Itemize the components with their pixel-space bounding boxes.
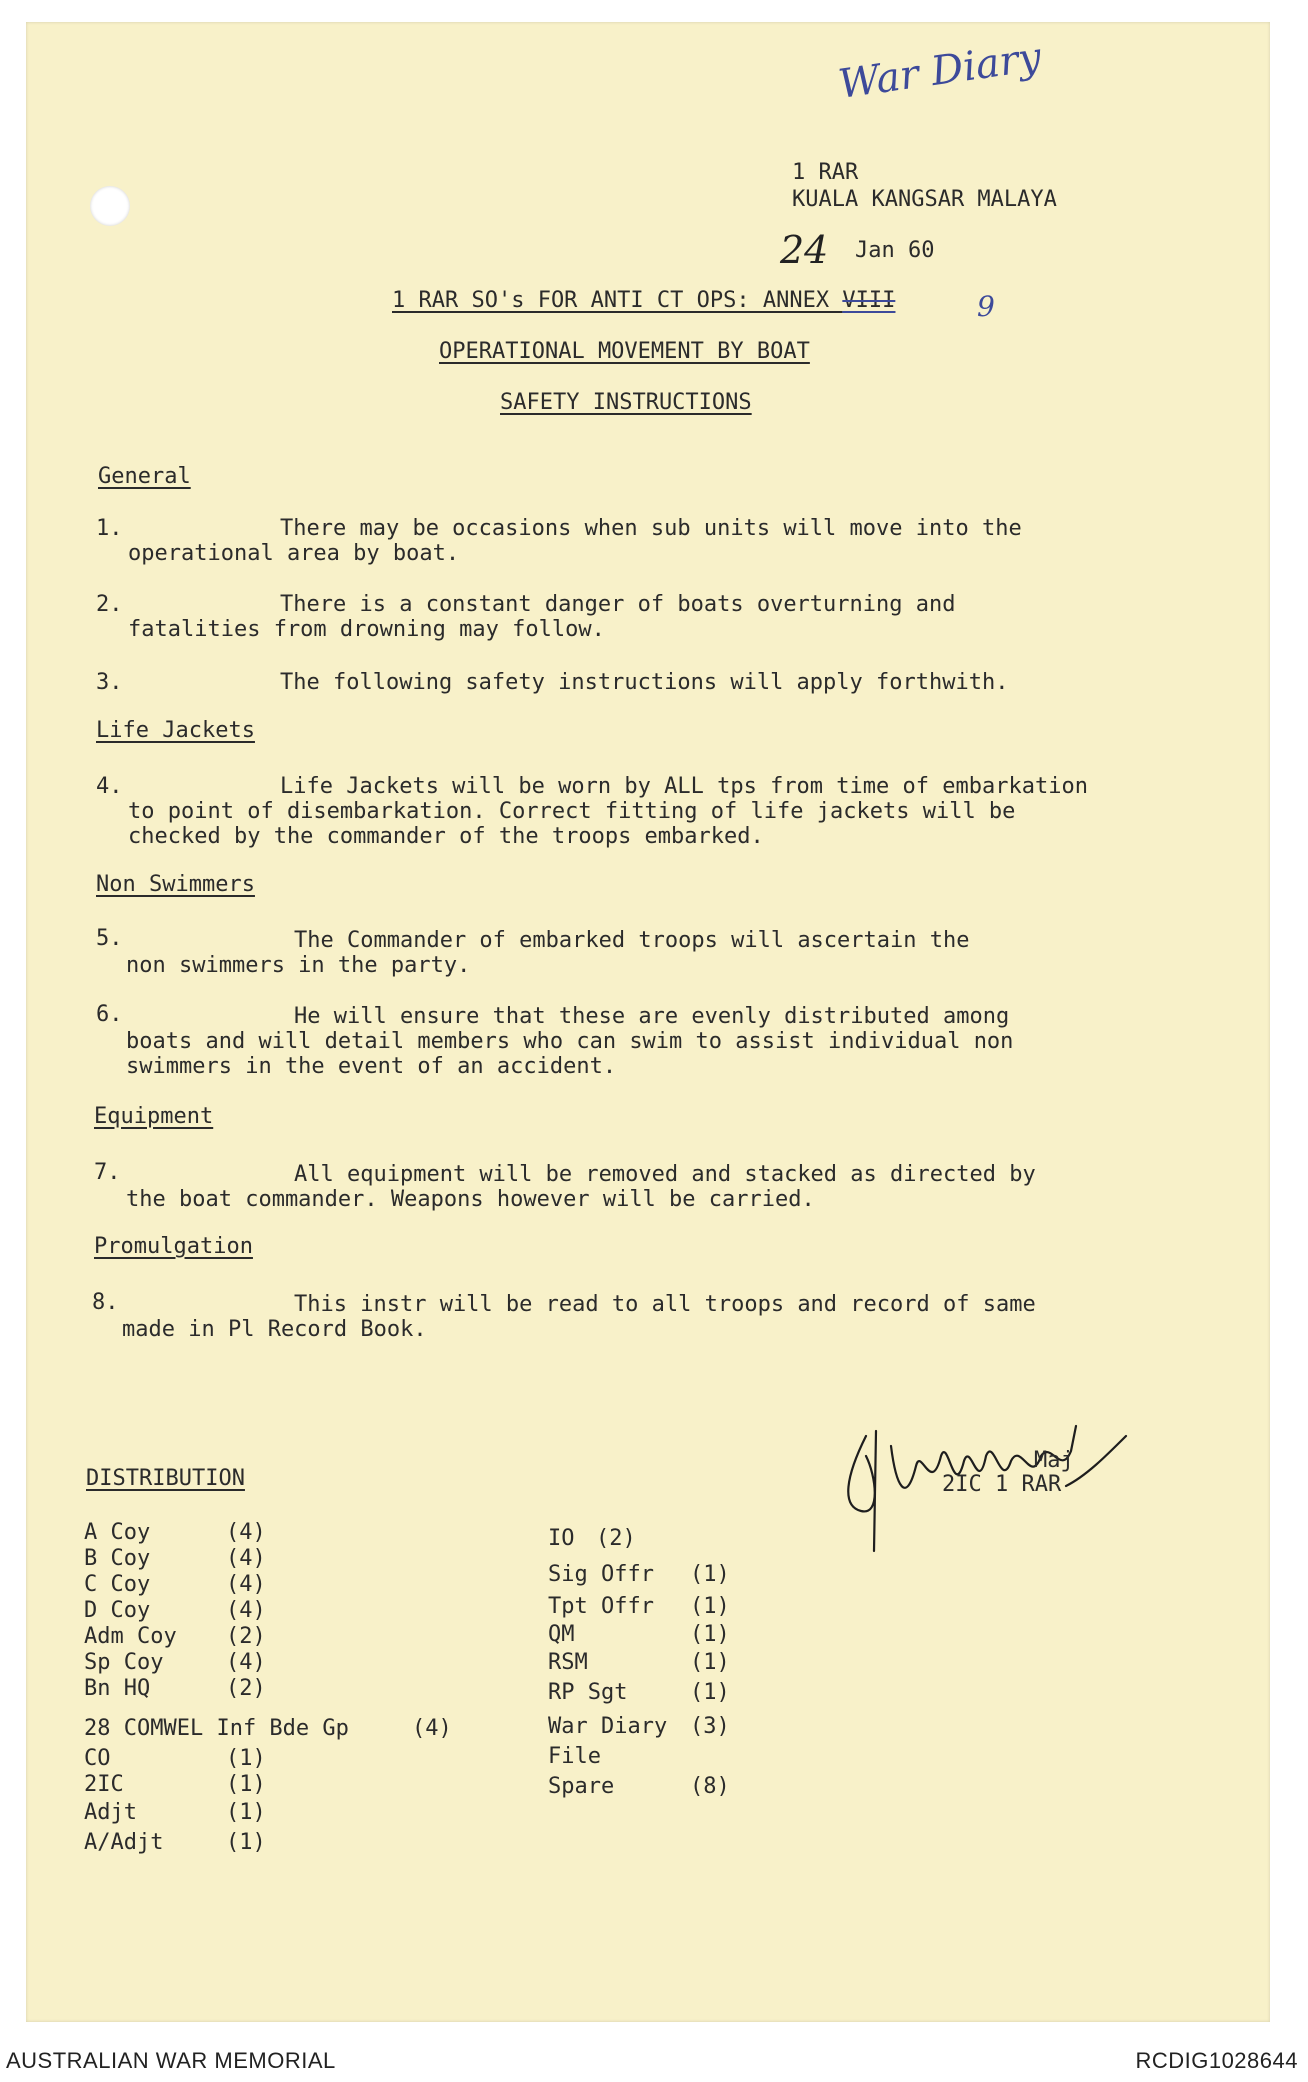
paragraph-text: the boat commander. Weapons however will be carried. <box>126 1187 815 1212</box>
paragraph-text: fatalities from drowning may follow. <box>128 617 605 642</box>
distribution-copies: (2) <box>226 1676 266 1701</box>
distribution-copies: (4) <box>412 1716 452 1741</box>
section-heading-non-swimmers: Non Swimmers <box>96 872 255 897</box>
signatory-appointment: 2IC 1 RAR <box>942 1472 1062 1497</box>
distribution-copies: (4) <box>226 1598 266 1623</box>
section-heading-general: General <box>98 464 191 489</box>
paragraph-text: Life Jackets will be worn by ALL tps from time of embarkation <box>280 774 1088 799</box>
distribution-recipient: File <box>548 1744 601 1769</box>
signatory-rank: Maj <box>1034 1448 1074 1473</box>
distribution-copies: (1) <box>226 1830 266 1855</box>
footer-institution: AUSTRALIAN WAR MEMORIAL <box>6 2048 336 2073</box>
distribution-copies: (1) <box>226 1772 266 1797</box>
distribution-copies: (8) <box>690 1774 730 1799</box>
punch-hole <box>90 186 130 226</box>
struck-annex-number: VIII <box>842 288 896 313</box>
distribution-copies: (2) <box>226 1624 266 1649</box>
paragraph-text: The following safety instructions will apply forthwith. <box>280 670 1009 695</box>
distribution-recipient: Bn HQ <box>84 1676 151 1701</box>
paragraph-number: 7. <box>94 1160 121 1185</box>
paragraph-number: 8. <box>92 1290 119 1315</box>
paragraph-text: non swimmers in the party. <box>126 953 471 978</box>
paragraph-text: All equipment will be removed and stacked as directed by <box>294 1162 1036 1187</box>
distribution-recipient: B Coy <box>84 1546 151 1571</box>
distribution-copies: (4) <box>226 1520 266 1545</box>
distribution-copies: (1) <box>226 1800 266 1825</box>
document-subtitle: OPERATIONAL MOVEMENT BY BOAT <box>439 339 810 364</box>
distribution-heading: DISTRIBUTION <box>86 1466 245 1491</box>
paragraph-text: He will ensure that these are evenly distributed among <box>294 1004 1010 1029</box>
distribution-recipient: RP Sgt <box>548 1680 628 1705</box>
paragraph-text: There may be occasions when sub units will move into the <box>280 516 1022 541</box>
paragraph-number: 5. <box>96 926 123 951</box>
document-title <box>392 288 895 313</box>
distribution-copies: (1) <box>690 1650 730 1675</box>
distribution-copies: (2) <box>596 1526 636 1551</box>
paragraph-text: to point of disembarkation. Correct fitting of life jackets will be <box>128 799 1016 824</box>
distribution-recipient: 2IC <box>84 1772 124 1797</box>
distribution-recipient: Sig Offr <box>548 1562 654 1587</box>
distribution-recipient: Tpt Offr <box>548 1594 654 1619</box>
footer-reference: RCDIG1028644 <box>1135 2048 1298 2073</box>
paragraph-text: swimmers in the event of an accident. <box>126 1054 617 1079</box>
distribution-copies: (1) <box>226 1746 266 1771</box>
distribution-copies: (4) <box>226 1546 266 1571</box>
unit-name: 1 RAR <box>792 160 859 185</box>
paragraph-text: operational area by boat. <box>128 541 460 566</box>
section-heading-promulgation: Promulgation <box>94 1234 253 1259</box>
paragraph-text: There is a constant danger of boats overturning and <box>280 592 956 617</box>
section-heading-equipment: Equipment <box>94 1104 214 1129</box>
distribution-recipient: 28 COMWEL Inf Bde Gp <box>84 1716 349 1741</box>
distribution-copies: (4) <box>226 1572 266 1597</box>
distribution-recipient: D Coy <box>84 1598 151 1623</box>
title-text: 1 RAR SO's FOR ANTI CT OPS: ANNEX <box>392 288 843 313</box>
distribution-recipient: Adjt <box>84 1800 137 1825</box>
paragraph-number: 4. <box>96 774 123 799</box>
distribution-recipient: CO <box>84 1746 111 1771</box>
paragraph-text: boats and will detail members who can swim to assist individual non <box>126 1029 1014 1054</box>
date-day-handwritten: 24 <box>780 228 829 272</box>
paragraph-text: This instr will be read to all troops and record of same <box>294 1292 1036 1317</box>
paragraph-number: 3. <box>96 670 123 695</box>
distribution-recipient: A/Adjt <box>84 1830 164 1855</box>
paragraph-text: made in Pl Record Book. <box>122 1317 427 1342</box>
section-heading-life-jackets: Life Jackets <box>96 718 255 743</box>
distribution-copies: (1) <box>690 1622 730 1647</box>
distribution-recipient: A Coy <box>84 1520 151 1545</box>
distribution-copies: (1) <box>690 1680 730 1705</box>
distribution-recipient: QM <box>548 1622 575 1647</box>
paragraph-number: 6. <box>96 1002 123 1027</box>
distribution-recipient: Spare <box>548 1774 615 1799</box>
distribution-recipient: IO <box>548 1526 575 1551</box>
distribution-copies: (3) <box>690 1714 730 1739</box>
paragraph-number: 1. <box>96 516 123 541</box>
distribution-recipient: Adm Coy <box>84 1624 177 1649</box>
distribution-recipient: Sp Coy <box>84 1650 164 1675</box>
location: KUALA KANGSAR MALAYA <box>792 187 1057 212</box>
date: Jan 60 <box>855 238 935 263</box>
distribution-copies: (1) <box>690 1562 730 1587</box>
document-subtitle-2: SAFETY INSTRUCTIONS <box>500 390 752 415</box>
distribution-recipient: RSM <box>548 1650 588 1675</box>
paragraph-text: checked by the commander of the troops embarked. <box>128 824 764 849</box>
distribution-copies: (1) <box>690 1594 730 1619</box>
distribution-recipient: C Coy <box>84 1572 151 1597</box>
distribution-copies: (4) <box>226 1650 266 1675</box>
annex-number-handwritten: 9 <box>977 290 995 323</box>
distribution-recipient: War Diary <box>548 1714 668 1739</box>
war-diary-annotation: War Diary <box>835 34 1044 108</box>
paragraph-text: The Commander of embarked troops will ascertain the <box>294 928 970 953</box>
paragraph-number: 2. <box>96 592 123 617</box>
